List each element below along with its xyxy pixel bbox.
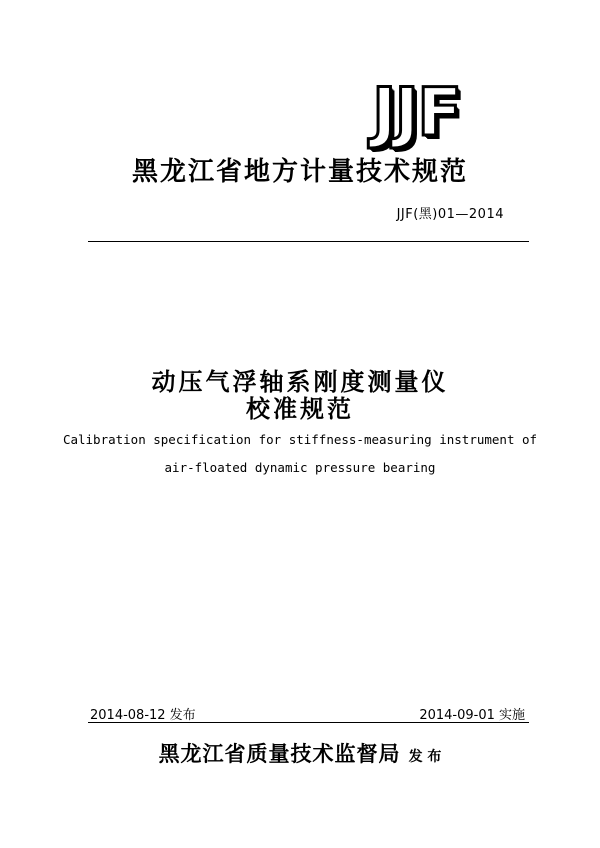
top-divider — [88, 241, 529, 242]
standard-code: JJF(黑)01—2014 — [396, 207, 504, 222]
issuer-name: 黑龙江省质量技术监督局 — [158, 742, 401, 766]
issuer-suffix: 发 布 — [408, 749, 442, 765]
issuing-authority — [0, 738, 600, 768]
issue-date: 2014-08-12 发布 — [90, 708, 196, 723]
standard-authority-title: 黑龙江省地方计量技术规范 — [131, 157, 468, 187]
bottom-divider — [88, 722, 529, 723]
jjf-logo — [372, 74, 522, 151]
jjf-logo-text: JJF — [372, 74, 461, 151]
english-title-line-2: air-floated dynamic pressure bearing — [164, 460, 436, 475]
english-title-line-1: Calibration specification for stiffness-measuring instrument of — [62, 432, 538, 447]
chinese-title-line-2: 校准规范 — [246, 395, 354, 423]
chinese-title-line-1: 动压气浮轴系刚度测量仪 — [151, 368, 449, 396]
implementation-date: 2014-09-01 实施 — [419, 708, 525, 723]
